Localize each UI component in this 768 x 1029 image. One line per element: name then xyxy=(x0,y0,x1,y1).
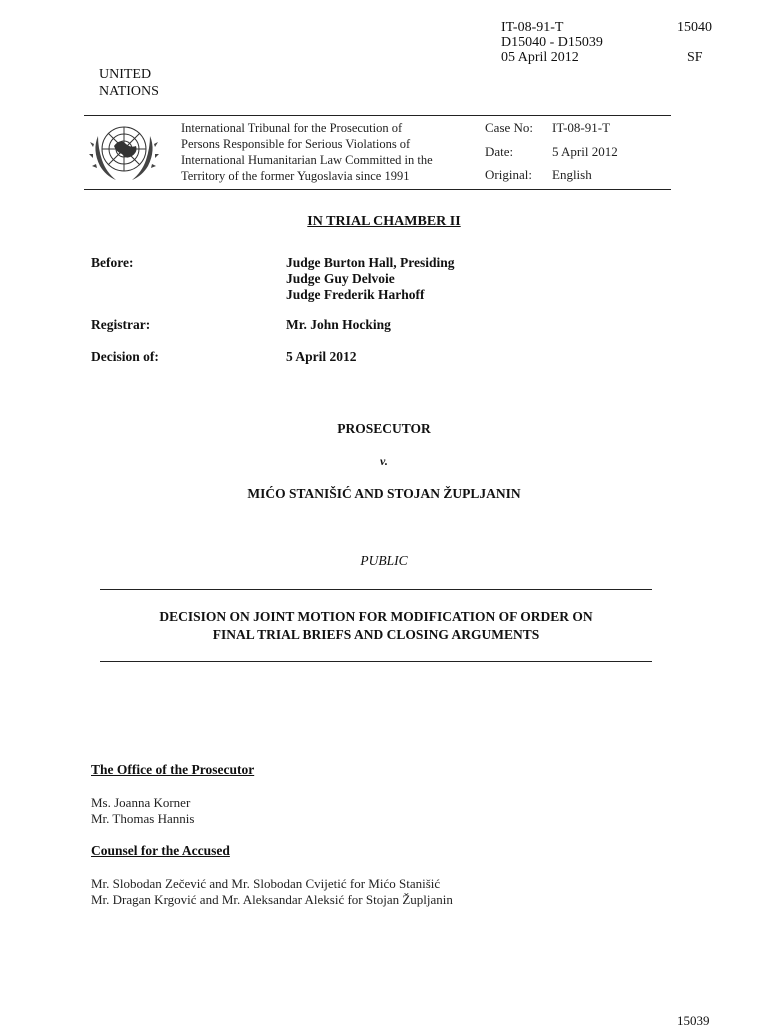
tribunal-line-1: International Tribunal for the Prosecution of xyxy=(181,121,403,135)
before-label: Before: xyxy=(91,255,134,270)
case-number-label: Case No: xyxy=(485,120,534,135)
stamp-case-number: IT-08-91-T xyxy=(501,20,564,35)
prosecution-name-2: Mr. Thomas Hannis xyxy=(91,811,195,826)
case-original-label: Original: xyxy=(485,167,532,182)
case-date-label: Date: xyxy=(485,143,514,159)
defence-heading: Counsel for the Accused xyxy=(91,843,230,858)
prosecution-heading: The Office of the Prosecutor xyxy=(91,762,255,777)
tribunal-name xyxy=(181,120,476,184)
defence-names xyxy=(91,876,453,908)
accused-names: MIĆO STANIŠIĆ AND STOJAN ŽUPLJANIN xyxy=(247,486,521,501)
stamp-date: 05 April 2012 xyxy=(501,50,579,65)
decision-date-label: Decision of: xyxy=(91,349,159,364)
prosecutor-heading: PROSECUTOR xyxy=(337,421,431,436)
title-bottom-rule xyxy=(100,661,652,662)
tribunal-line-2: Persons Responsible for Serious Violations of xyxy=(181,137,411,151)
judge-2: Judge Guy Delvoie xyxy=(286,271,395,286)
judge-1: Judge Burton Hall, Presiding xyxy=(286,255,455,270)
prosecution-name-1: Ms. Joanna Korner xyxy=(91,795,191,810)
decision-title-line-1: DECISION ON JOINT MOTION FOR MODIFICATION OF ORDER ON xyxy=(159,609,593,624)
tribunal-line-4: Territory of the former Yugoslavia since 1991 xyxy=(181,169,410,183)
stamp-page-number: 15040 xyxy=(677,20,712,35)
registrar-value: Mr. John Hocking xyxy=(286,317,391,332)
judges-list xyxy=(286,255,455,303)
case-info xyxy=(485,120,618,191)
organization-name xyxy=(99,66,159,100)
stamp-initials: SF xyxy=(687,50,703,65)
versus-label: v. xyxy=(380,454,388,468)
decision-title-line-2: FINAL TRIAL BRIEFS AND CLOSING ARGUMENTS xyxy=(212,627,540,642)
case-original-row xyxy=(485,167,618,191)
decision-date-value: 5 April 2012 xyxy=(286,349,357,364)
chamber-heading: IN TRIAL CHAMBER II xyxy=(307,214,461,229)
tribunal-line-3: International Humanitarian Law Committed in the xyxy=(181,153,433,167)
header-top-rule xyxy=(84,115,671,116)
case-number-value: IT-08-91-T xyxy=(552,120,611,135)
title-top-rule xyxy=(100,589,652,590)
case-date-value: 5 April 2012 xyxy=(552,143,618,159)
prosecution-names xyxy=(91,795,194,827)
judge-3: Judge Frederik Harhoff xyxy=(286,287,425,302)
un-emblem-icon xyxy=(88,116,160,188)
organization-line-1: UNITED xyxy=(99,67,152,82)
footer-page-number: 15039 xyxy=(677,1013,710,1028)
decision-title xyxy=(100,608,652,644)
public-status: PUBLIC xyxy=(360,553,408,568)
defence-name-1: Mr. Slobodan Zečević and Mr. Slobodan Cvijetić for Mićo Stanišić xyxy=(91,876,441,891)
case-number-row xyxy=(485,120,618,144)
stamp-document-range: D15040 - D15039 xyxy=(501,35,603,50)
registrar-label: Registrar: xyxy=(91,317,151,332)
case-original-value: English xyxy=(552,167,592,182)
case-date-row xyxy=(485,144,618,168)
organization-line-2: NATIONS xyxy=(99,84,159,99)
defence-name-2: Mr. Dragan Krgović and Mr. Aleksandar Aleksić for Stojan Župljanin xyxy=(91,892,453,907)
